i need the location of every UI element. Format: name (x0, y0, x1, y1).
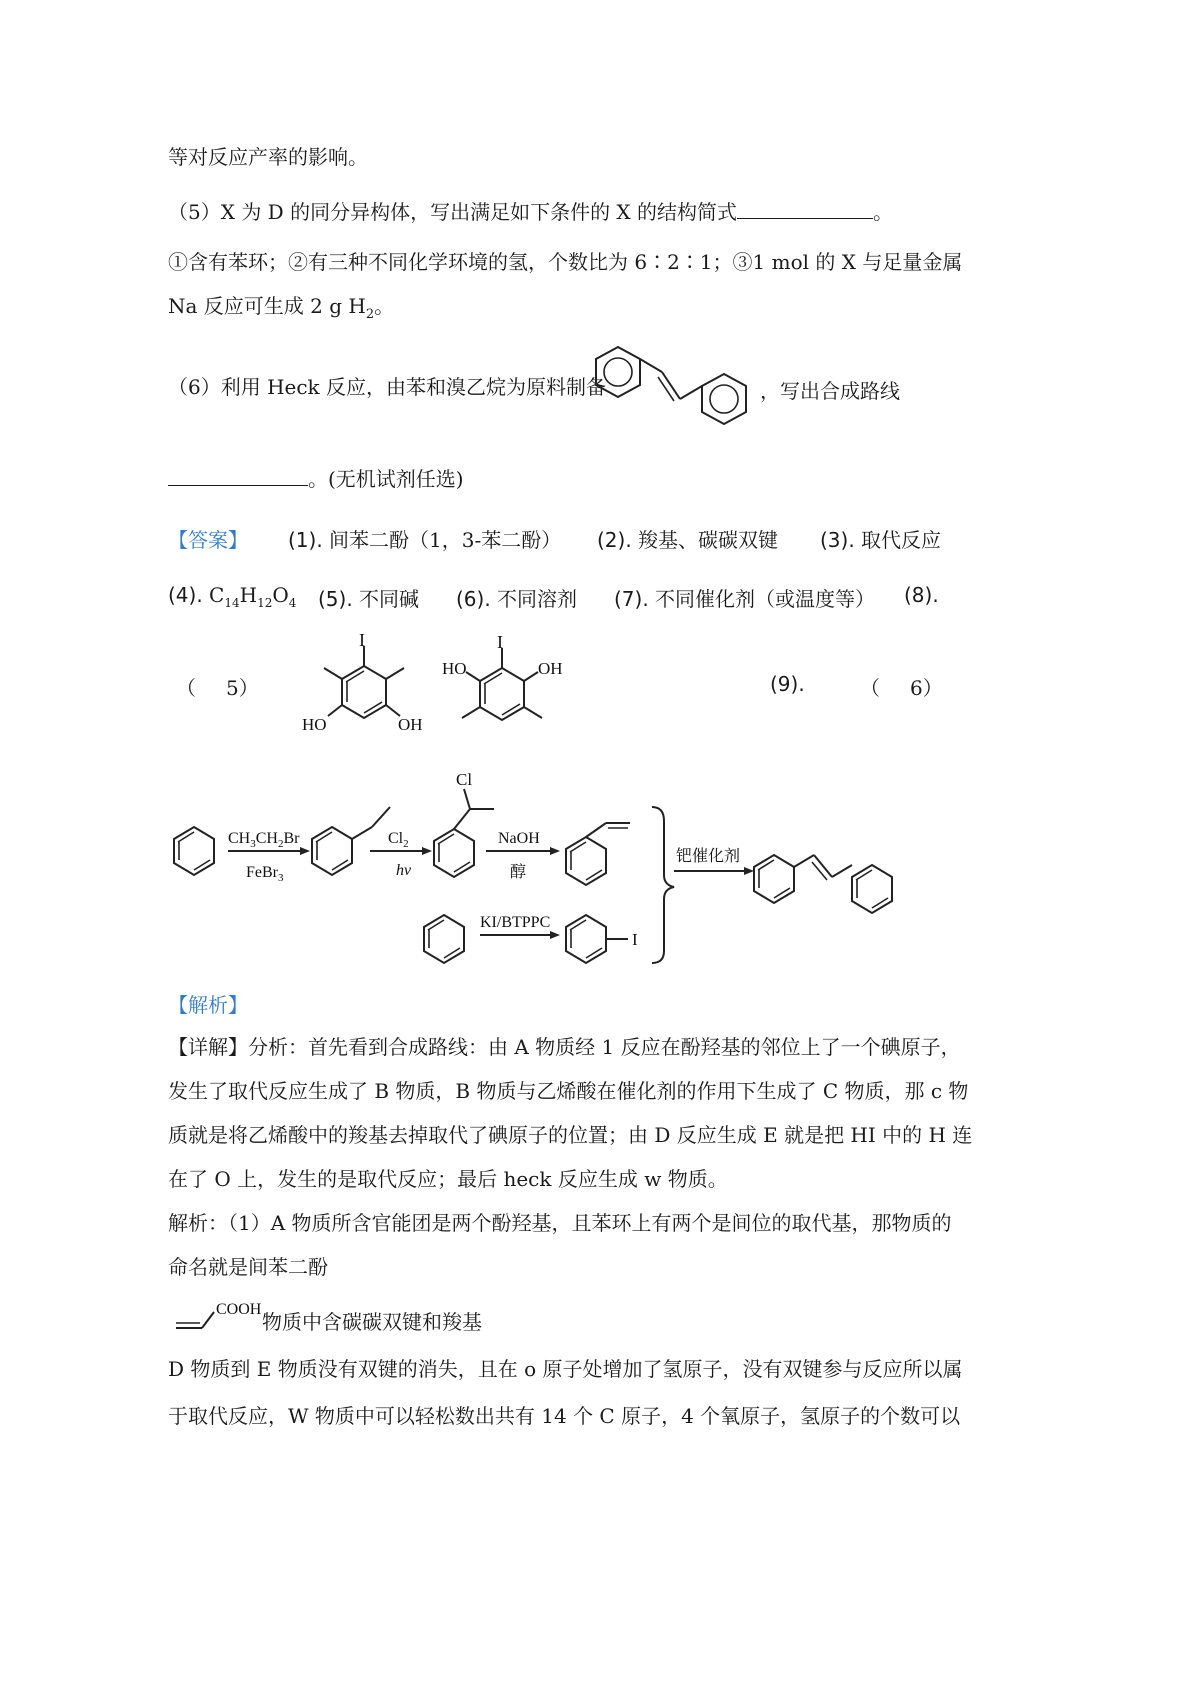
subscript: 2 (365, 307, 375, 322)
analysis-line-2: 发生了取代反应生成了 B 物质，B 物质与乙烯酸在催化剂的作用下生成了 C 物质，那 c 物 (168, 1079, 969, 1103)
answer-item-9-number: (9). (770, 672, 805, 696)
conditions-line-2 (168, 294, 394, 323)
analysis-line-8: D 物质到 E 物质没有双键的消失，且在 o 原子处增加了氢原子，没有双键参与反应所以属 (168, 1357, 963, 1381)
answer-number: (5). (318, 587, 353, 611)
answer-item-4 (168, 583, 296, 610)
oh-label: OH (398, 715, 423, 734)
text-line-1: 等对反应产率的影响。 (168, 145, 368, 169)
question-6-tail: ，写出合成路线 (760, 379, 900, 403)
period: 。 (374, 294, 395, 318)
reagent-3-top: NaOH (498, 830, 540, 847)
part-6-label: 6） (910, 676, 943, 700)
answer-item-3 (820, 524, 941, 553)
acrylic-acid-structure (172, 1296, 262, 1336)
oh-label: OH (538, 659, 563, 678)
formula: $C_{14}H_{12}O_4$ (209, 583, 297, 610)
reagent-2-bottom: hν (396, 862, 412, 879)
ho-label: HO (302, 715, 327, 734)
analysis-line-5: 解析：（1）A 物质所含官能团是两个酚羟基，且苯环上有两个是间位的取代基，那物质的 (168, 1211, 952, 1235)
answer-number: (7). (614, 587, 649, 611)
synthesis-scheme (160, 765, 930, 965)
structure-x-1 (300, 630, 440, 738)
answer-number: (6). (456, 587, 491, 611)
part-6-open: （ (860, 676, 880, 700)
answer-number: (1). (288, 528, 323, 552)
answer-text: 取代反应 (861, 528, 942, 552)
analysis-line-9: 于取代反应，W 物质中可以轻松数出共有 14 个 C 原子，4 个氧原子，氢原子的个数可以 (168, 1404, 961, 1428)
reagent-1-bottom: FeBr$_3$ (246, 864, 284, 884)
answer-item-8-number: (8). (904, 583, 939, 607)
iodine-label: I (497, 632, 503, 652)
iodine-label: I (632, 930, 638, 949)
conditions-text: Na 反应可生成 2 g H (168, 294, 366, 318)
answer-tag: 【答案】 (168, 528, 248, 552)
analysis-line-3: 质就是将乙烯酸中的羧基去掉取代了碘原子的位置；由 D 反应生成 E 就是把 HI 中的 H 连 (168, 1123, 973, 1147)
answer-text: 羧基、碳碳双键 (638, 528, 779, 552)
question-5-line (168, 198, 893, 224)
benzene-1 (174, 827, 214, 875)
benzene-2 (424, 915, 464, 963)
analysis-line-6: 命名就是间苯二酚 (168, 1255, 328, 1279)
answer-item-6 (456, 583, 577, 612)
chlorine-label: Cl (456, 770, 473, 789)
answer-text: 不同催化剂（或温度等） (655, 587, 876, 611)
brace (652, 807, 674, 963)
part-5-open: （ (176, 676, 196, 700)
answer-number: (2). (597, 528, 632, 552)
question-6-line (168, 375, 606, 399)
answer-text: 间苯二酚（1，3-苯二酚） (329, 528, 562, 552)
question-6-text: （6）利用 Heck 反应，由苯和溴乙烷为原料制备 (168, 375, 607, 399)
analysis-line-7: 物质中含碳碳双键和羧基 (262, 1310, 482, 1334)
answer-item-2 (597, 524, 778, 553)
iodobenzene (566, 915, 638, 963)
reagent-1-top: $CH_3CH_2Br$ (228, 830, 300, 850)
reagent-3-bottom: 醇 (510, 864, 527, 881)
answer-blank[interactable] (168, 465, 308, 486)
answer-blank[interactable] (737, 198, 873, 219)
answer-number: (4). (168, 583, 203, 607)
reagent-2-top: $Cl_2$ (388, 830, 409, 850)
answer-item-7 (614, 583, 875, 612)
reagent-5: 钯催化剂 (676, 848, 741, 865)
answer-item-5 (318, 583, 419, 612)
note-text: 。(无机试剂任选) (308, 467, 464, 491)
answer-text: 不同碱 (359, 587, 420, 611)
period: 。 (873, 200, 894, 224)
question-5-text: （5）X 为 D 的同分异构体，写出满足如下条件的 X 的结构简式 (168, 200, 738, 224)
answer-item-1 (288, 524, 561, 553)
ho-label: HO (442, 659, 467, 678)
ethylbenzene (312, 807, 390, 875)
chloroethylbenzene (434, 770, 494, 877)
stilbene-product (754, 855, 892, 913)
cooh-label: COOH (216, 1301, 262, 1318)
stilbene-structure (578, 345, 758, 425)
styrene (566, 823, 630, 885)
analysis-line-1: 【详解】分析：首先看到合成路线：由 A 物质经 1 反应在酚羟基的邻位上了一个碘原子， (168, 1035, 961, 1059)
analysis-line-4: 在了 O 上，发生的是取代反应；最后 heck 反应生成 w 物质。 (168, 1167, 728, 1191)
answer-text: 不同溶剂 (497, 587, 578, 611)
conditions-line: ①含有苯环；②有三种不同化学环境的氢，个数比为 6∶2∶1；③1 mol 的 X 与足量金属 (168, 250, 963, 274)
reagent-4: KI/BTPPC (480, 914, 551, 931)
answer-number: (3). (820, 528, 855, 552)
question-6-line-2 (168, 465, 464, 491)
analysis-tag: 【解析】 (168, 993, 248, 1017)
iodine-label: I (359, 630, 365, 650)
structure-x-2 (440, 632, 580, 738)
part-5-label: 5） (226, 676, 259, 700)
